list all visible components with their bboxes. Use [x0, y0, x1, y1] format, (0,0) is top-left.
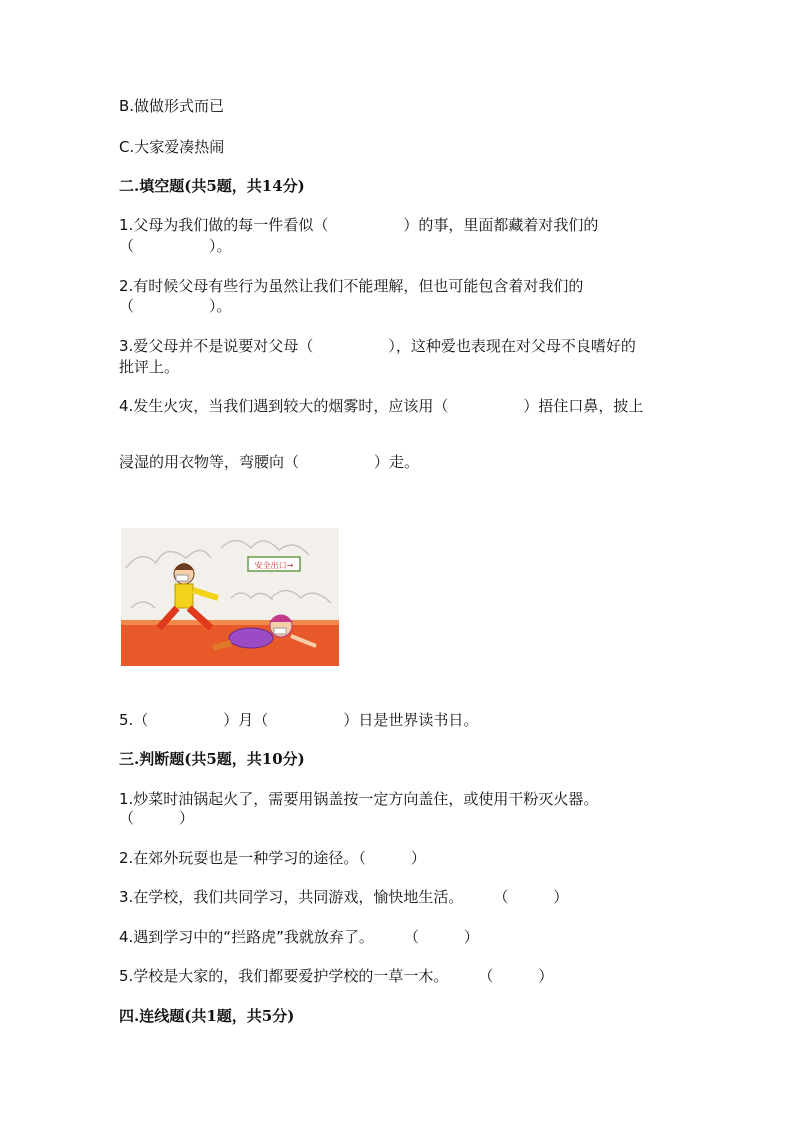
s2-q4-line1: 4.发生火灾，当我们遇到较大的烟雾时，应该用（ ）捂住口鼻，披上: [119, 397, 644, 415]
s3-q4: 4.遇到学习中的“拦路虎”我就放弃了。 （ ）: [119, 928, 479, 946]
section4-heading: 四.连线题(共1题，共5分): [119, 1007, 295, 1025]
s2-q4-line2: 浸湿的用衣物等，弯腰向（ ）走。: [119, 453, 420, 471]
s3-q3: 3.在学校，我们共同学习，共同游戏，愉快地生活。 （ ）: [119, 888, 569, 906]
section3-heading: 三.判断题(共5题，共10分): [119, 750, 305, 768]
option-c: C.大家爱凑热闹: [119, 138, 225, 156]
s2-q2-line1: 2.有时候父母有些行为虽然让我们不能理解，但也可能包含着对我们的: [119, 277, 584, 295]
option-b: B.做做形式而已: [119, 97, 225, 115]
s2-q5: 5.（ ）月（ ）日是世界读书日。: [119, 711, 479, 729]
fire-escape-illustration: [121, 528, 339, 666]
s3-q5: 5.学校是大家的，我们都要爱护学校的一草一木。 （ ）: [119, 967, 554, 985]
section2-heading: 二.填空题(共5题，共14分): [119, 177, 305, 195]
s3-q2: 2.在郊外玩耍也是一种学习的途径。（ ）: [119, 849, 426, 867]
s2-q1-line1: 1.父母为我们做的每一件看似（ ）的事，里面都藏着对我们的: [119, 216, 599, 234]
s2-q2-line2: （ ）。: [119, 297, 232, 315]
s3-q1-line2: （ ）: [119, 809, 195, 827]
s2-q3-line2: 批评上。: [119, 358, 180, 376]
s2-q3-line1: 3.爱父母并不是说要对父母（ ），这种爱也表现在对父母不良嗜好的: [119, 337, 636, 355]
exit-sign-text: 安全出口→: [254, 561, 294, 570]
s3-q1-line1: 1.炒菜时油锅起火了，需要用锅盖按一定方向盖住，或使用干粉灭火器。: [119, 790, 599, 808]
s2-q1-line2: （ ）。: [119, 237, 232, 255]
